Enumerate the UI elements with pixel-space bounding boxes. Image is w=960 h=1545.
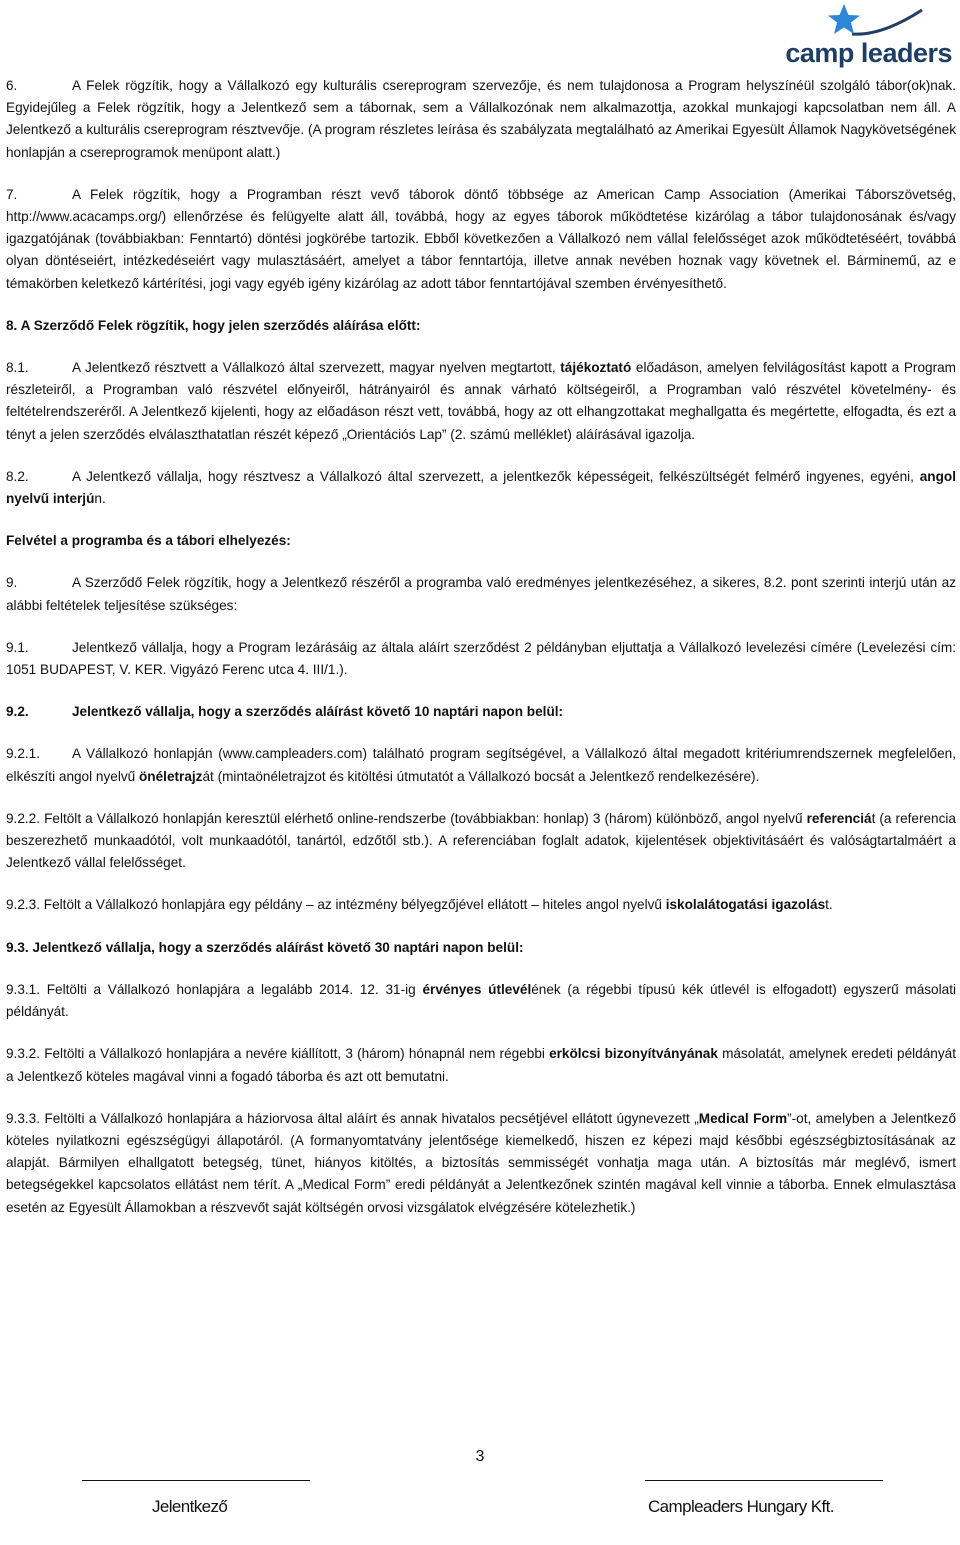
clause-text: ”-ot, amelyben a Jelentkező köteles nyilatkozni egészségügyi állapotáról. (A formanyomtatvány jelentősége kiemelkedő, hiszen ez képezi majd későbbi egészségbiztosításának az alapját. Bármilyen elhallgatott betegség, tünet, hiányos kitöltés, a biztosítás semmisségét vonhatja maga után. A biztosítás már meglévő, ismert betegségekkel kapcsolatos ellátást nem térít. A „Medical Form” eredi példányát a Jelentkezőnek szintén magával kell vinnie a táborba. Ennek elmulasztása esetén az Egyesült Államokban a részvevőt saját költségén orvosi vizsgálatok elvégzésére kötelezhetik.) <box>6 1110 957 1215</box>
clause-6 <box>6 75 956 164</box>
clause-text: Feltölt a Vállalkozó honlapján keresztül elérhető online-rendszerbe (továbbiakban: honlap) 3 (három) különböző, angol nyelvű <box>44 810 807 826</box>
clause-bold: önéletrajz <box>139 768 203 784</box>
clause-number: 9. <box>6 575 18 591</box>
signature-label-company: Campleaders Hungary Kft. <box>648 1497 834 1516</box>
clause-text: A Jelentkező vállalja, hogy résztvesz a Vállalkozó által szervezett, a jelentkezők képességeit, felkészültségét felmérő ingyenes, egyéni, <box>72 468 920 484</box>
clause-number: 7. <box>6 186 18 202</box>
page-number: 3 <box>475 1448 485 1465</box>
camp-leaders-logo <box>785 0 952 68</box>
clause-number: 9.2.1. <box>6 746 41 762</box>
clause-9-3-heading: 9.3. Jelentkező vállalja, hogy a szerződés aláírást követő 30 naptári napon belül: <box>6 939 524 955</box>
clause-text: n. <box>94 491 106 507</box>
clause-number: 9.3.3. <box>6 1110 41 1126</box>
signature-label-applicant: Jelentkező <box>152 1497 228 1516</box>
clause-number: 9.2.3. <box>6 897 41 913</box>
clause-number: 8.1. <box>6 360 29 376</box>
clause-text: Jelentkező vállalja, hogy a Program lezárásáig az általa aláírt szerződést 2 példányban eljuttatja a Vállalkozó levelezési címére (Levelezési cím: 1051 BUDAPEST, V. KER. Vigyázó Ferenc utca 4. III/1.). <box>6 639 956 678</box>
clause-9-3-1 <box>6 979 956 1023</box>
clause-number: 9.2. <box>6 704 29 720</box>
clause-text: Feltölt a Vállalkozó honlapjára egy példány – az intézmény bélyegzőjével ellátott – hiteles angol nyelvű <box>43 897 666 913</box>
clause-text: másolatát, amelynek eredeti példányát a Jelentkező köteles magával vinni a fogadó táborba és azt ott bemutatni. <box>6 1046 956 1084</box>
clause-9-1 <box>6 637 956 681</box>
logo-wordmark: camp leaders <box>785 38 952 68</box>
clause-text: A Vállalkozó honlapján (www.campleaders.com) található program segítségével, a Vállalkozó által megadott kritériumrendszernek megfelelően, elkészíti angol nyelvű <box>6 746 956 784</box>
clause-bold: tájékoztató <box>560 360 632 376</box>
section-heading-felvetel: Felvétel a programba és a tábori elhelyezés: <box>6 533 291 549</box>
clause-7 <box>6 184 956 295</box>
clause-number: 9.3.2. <box>6 1046 41 1062</box>
clause-text: előadáson, amelyen felvilágosítást kapott a Program részleteiről, a Programban való részvétel előnyeiről, hátrányairól és annak várható költségeiről, a Programban való részvétel követelmény- és feltételrendszeréről. A Jelentkező kijelenti, hogy az előadáson részt vett, továbbá, hogy az ott elhangzottakat meghallgatta és megértette, elfogadta, és ezt a tényt a jelen szerződés elválaszthatatlan részét képező „Orientációs Lap” (2. számú melléklet) aláírásával igazolja. <box>6 360 956 442</box>
clause-bold: iskolalátogatási igazolás <box>665 897 826 913</box>
signature-line-applicant <box>82 1480 310 1481</box>
clause-text: A Jelentkező résztvett a Vállalkozó által szervezett, magyar nyelven megtartott, <box>72 360 561 376</box>
clause-text: t. <box>825 897 833 913</box>
clause-9-2-1 <box>6 743 956 787</box>
clause-9 <box>6 572 956 616</box>
clause-text: Feltölti a Vállalkozó honlapjára a háziorvosa által aláírt és annak hivatalos pecsétjével ellátott úgynevezett „ <box>44 1110 699 1126</box>
clause-8-heading: 8. A Szerződő Felek rögzítik, hogy jelen szerződés aláírása előtt: <box>6 317 421 333</box>
clause-text: A Szerződő Felek rögzítik, hogy a Jelentkező részéről a programba való eredményes jelentkezéséhez, a sikeres, 8.2. pont szerinti interjú után az alábbi feltételek teljesítése szükséges: <box>6 575 956 613</box>
contract-body <box>6 75 956 1239</box>
signature-line-company <box>645 1480 883 1481</box>
clause-text: át (mintaönéletrajzot és kitöltési útmutatót a Vállalkozó bocsát a Jelentkező rendelkezésére). <box>202 768 760 784</box>
clause-text: A Felek rögzítik, hogy a Programban részt vevő táborok döntő többsége az American Camp Association (Amerikai Táborszövetség, http://www.acacamps.org/) ellenőrzése és felügyelte alatt áll, továbbá, hogy az egyes táborok működtetése kizárólag a tábor tulajdonosának és/vagy igazgatójának (továbbiakban: Fenntartó) döntési jogkörébe tartozik. Ebből következően a Vállalkozó nem vállal felelősséget azok működtetéséért, továbbá olyan döntéseiért, intézkedéseiért vagy mulasztásáért, amelyet a tábor fenntartója, illetve annak nevében hoznak vagy követnek el. Bárminemű, az e témakörben keletkező kártérítési, jogi vagy egyéb igény kizárólag az adott tábor fenntartójával szemben érvényesíthető. <box>6 186 956 291</box>
clause-9-2-2 <box>6 808 956 875</box>
star-icon <box>822 2 932 42</box>
clause-8-1 <box>6 357 956 446</box>
clause-8-2 <box>6 466 956 510</box>
clause-number: 9.1. <box>6 639 29 655</box>
clause-bold: Medical Form <box>698 1110 788 1126</box>
clause-bold: angol nyelvű interjú <box>6 468 956 507</box>
clause-number: 9.3.1. <box>6 981 41 997</box>
clause-bold: érvényes útlevél <box>422 981 532 997</box>
clause-9-2-heading <box>6 701 956 723</box>
clause-bold: erkölcsi bizonyítványának <box>549 1046 718 1062</box>
clause-text: ének (a régebbi típusú kék útlevél is elfogadott) egyszerű másolati példányát. <box>6 981 956 1020</box>
clause-number: 6. <box>6 78 18 93</box>
clause-9-3-2 <box>6 1043 956 1087</box>
clause-text: Feltölti a Vállalkozó honlapjára a nevére kiállított, 3 (három) hónapnál nem régebbi <box>44 1046 550 1062</box>
clause-text: A Felek rögzítik, hogy a Vállalkozó egy kulturális csereprogram szervezője, és nem tulajdonosa a Program helyszínéül szolgáló tábor(ok)nak. Egyidejűleg a Felek rögzítik, hogy a Jelentkező sem a tábornak, sem a Vállalkozónak nem alkalmazottja, azokkal munkajogi kapcsolatban nem áll. A Jelentkező a kulturális csereprogram résztvevője. (A program részletes leírása és szabályzata megtalálható az Amerikai Egyesült Államok Nagykövetségének honlapján a csereprogramok menüpont alatt.) <box>6 78 956 160</box>
clause-9-3-3 <box>6 1108 956 1219</box>
clause-text: t (a referencia beszerezhető munkaadótól, volt munkaadótól, tanártól, edzőtől stb.). A referenciában foglalt adatok, kijelentések objektivitásáért és valóságtartalmáért a Jelentkező vállal felelősséget. <box>6 810 956 871</box>
clause-number: 9.2.2. <box>6 810 41 826</box>
clause-heading-text: Jelentkező vállalja, hogy a szerződés aláírást követő 10 naptári napon belül: <box>72 704 564 720</box>
clause-number: 8.2. <box>6 468 29 484</box>
clause-text: Feltölti a Vállalkozó honlapjára a legalább 2014. 12. 31-ig <box>46 981 423 997</box>
clause-9-2-3 <box>6 894 956 916</box>
clause-bold: referenciá <box>806 810 872 826</box>
